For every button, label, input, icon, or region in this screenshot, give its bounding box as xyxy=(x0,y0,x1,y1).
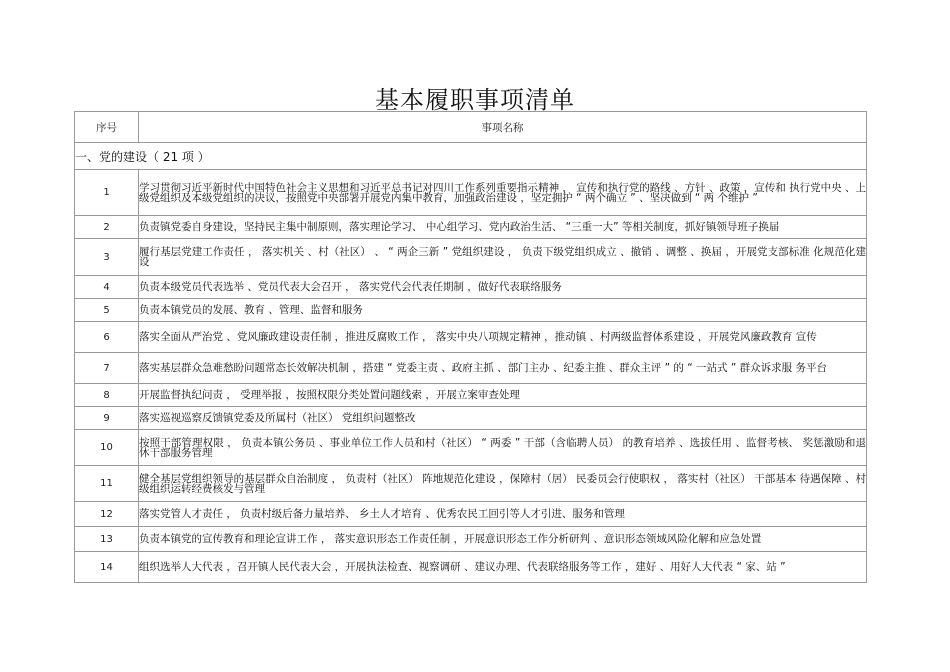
row-number: 2 xyxy=(75,216,139,239)
row-number: 13 xyxy=(75,527,139,552)
row-number: 8 xyxy=(75,384,139,407)
row-text: 学习贯彻习近平新时代中国特色社会主义思想和习近平总书记对四川工作系列重要指示精神 ， 宣传和执行党的路线 、方针 、政策 ，宣传和 执行党中央 、上级党组织及本级党组织的决议，按照党中央部署开展党内集中教育，加强政治建设 ，坚定拥护 “ 两个确立 ” 、坚决做到 “ 两 个维护 ” xyxy=(139,170,867,216)
row-number: 5 xyxy=(75,299,139,322)
table-row xyxy=(75,430,867,466)
header-item-name: 事项名称 xyxy=(139,112,867,143)
row-text: 落实全面从严治党 、党风廉政建设责任制 ，推进反腐败工作 ， 落实中央八项规定精神 ，推动镇 、村两级监督体系建设 ，开展党风廉政教育 宣传 xyxy=(139,322,867,353)
table-header-row xyxy=(75,112,867,143)
row-number: 11 xyxy=(75,466,139,502)
row-number: 7 xyxy=(75,353,139,384)
row-text: 履行基层党建工作责任 ， 落实机关 、村（社区） 、 “ 两企三新 ” 党组织建设 ， 负责下级党组织成立 、撤销 、调整 、换届 ，开展党支部标准 化规范化建设 xyxy=(139,239,867,276)
table-row xyxy=(75,322,867,353)
row-text: 落实基层群众急难愁盼问题常态长效解决机制 ，搭建 “ 党委主责 、政府主抓 、部门主办 、纪委主推 、群众主评 ” 的 “ 一站式 ” 群众诉求服 务平台 xyxy=(139,353,867,384)
row-number: 1 xyxy=(75,170,139,216)
row-number: 14 xyxy=(75,552,139,583)
header-serial-number: 序号 xyxy=(75,112,139,143)
table-row xyxy=(75,170,867,216)
table-row xyxy=(75,407,867,430)
row-text: 健全基层党组织领导的基层群众自治制度 ， 负责村（社区） 阵地规范化建设 ，保障村（居） 民委员会行使职权 ， 落实村（社区） 干部基本 待遇保障 、村级组织运转经费核发与管理 xyxy=(139,466,867,502)
row-text: 落实党管人才责任 ， 负责村级后备力量培养、 乡土人才培育 、优秀农民工回引等人才引进、服务和管理 xyxy=(139,502,867,527)
row-number: 10 xyxy=(75,430,139,466)
table-row xyxy=(75,384,867,407)
row-text: 负责本级党员代表选举 、党员代表大会召开 ， 落实党代会代表任期制 ，做好代表联络服务 xyxy=(139,276,867,299)
row-text: 组织选举人大代表 ，召开镇人民代表大会 ，开展执法检查、视察调研 、建议办理、代表联络服务等工作 ，建好 、用好人大代表 “ 家、站 ” xyxy=(139,552,867,583)
table-row xyxy=(75,353,867,384)
row-text: 按照干部管理权限 ， 负责本镇公务员 、事业单位工作人员和村（社区） “ 两委 ” 干部（含临聘人员） 的教育培养 、选拔任用 、监督考核、 奖惩激励和退休干部服务管理 xyxy=(139,430,867,466)
table-row xyxy=(75,502,867,527)
duty-list-table xyxy=(74,111,867,583)
table-row xyxy=(75,216,867,239)
table-row xyxy=(75,239,867,276)
table-row xyxy=(75,552,867,583)
row-text: 负责本镇党的宣传教育和理论宣讲工作 ， 落实意识形态工作责任制 ，开展意识形态工作分析研判 、意识形态领域风险化解和应急处置 xyxy=(139,527,867,552)
table-row xyxy=(75,466,867,502)
table-row xyxy=(75,527,867,552)
row-text: 落实巡视巡察反馈镇党委及所属村（社区） 党组织问题整改 xyxy=(139,407,867,430)
row-number: 12 xyxy=(75,502,139,527)
section-title: 一、党的建设（ 21 项 ） xyxy=(75,143,867,170)
row-number: 4 xyxy=(75,276,139,299)
row-text: 开展监督执纪问责 ， 受理举报 ，按照权限分类处置问题线索 ，开展立案审查处理 xyxy=(139,384,867,407)
section-row xyxy=(75,143,867,170)
table-row xyxy=(75,299,867,322)
row-text: 负责镇党委自身建设，坚持民主集中制原则，落实理论学习、 中心组学习、党内政治生活、 “三重一大” 等相关制度，抓好镇领导班子换届 xyxy=(139,216,867,239)
row-text: 负责本镇党员的发展、教育 、管理、监督和服务 xyxy=(139,299,867,322)
table-row xyxy=(75,276,867,299)
row-number: 3 xyxy=(75,239,139,276)
row-number: 9 xyxy=(75,407,139,430)
page-title: 基本履职事项清单 xyxy=(375,86,575,114)
row-number: 6 xyxy=(75,322,139,353)
